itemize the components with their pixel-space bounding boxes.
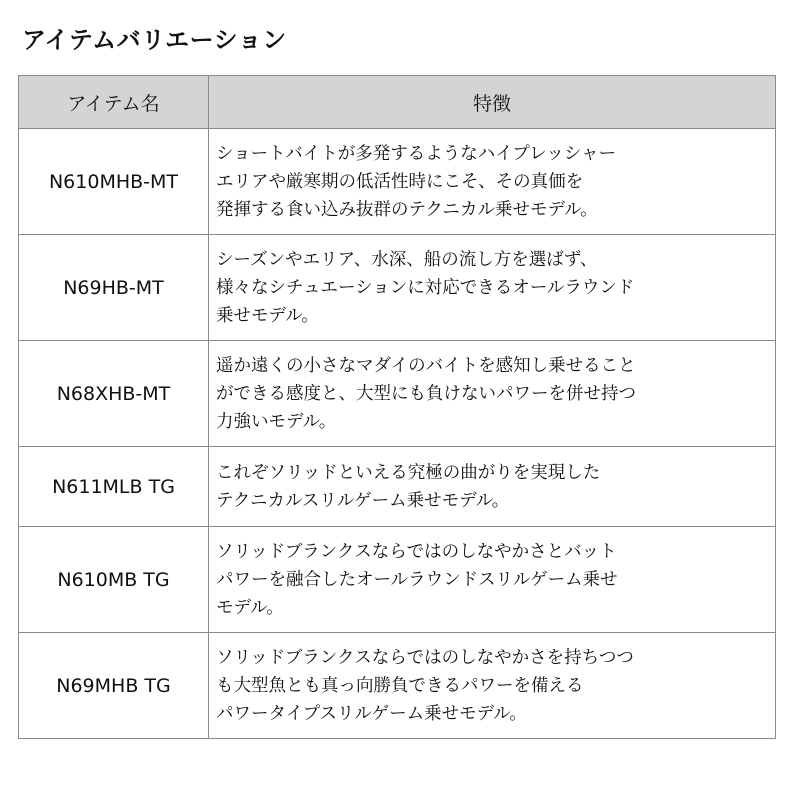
feature-line: パワータイプスリルゲーム乗せモデル。 <box>216 703 527 724</box>
feature-line: も大型魚とも真っ向勝負できるパワーを備える <box>216 675 584 696</box>
table-row <box>19 341 776 447</box>
feature-line: モデル。 <box>216 597 284 618</box>
header-item-name: アイテム名 <box>19 76 209 129</box>
table-row <box>19 633 776 739</box>
item-feature-cell <box>209 633 776 739</box>
item-name-cell: N611MLB TG <box>19 447 209 527</box>
item-variation-table <box>18 75 776 739</box>
feature-line: 力強いモデル。 <box>216 411 337 432</box>
item-feature-cell <box>209 447 776 527</box>
feature-line: これぞソリッドといえる究極の曲がりを実現した <box>216 462 601 483</box>
item-feature-cell <box>209 235 776 341</box>
item-name-cell: N69HB-MT <box>19 235 209 341</box>
feature-line: エリアや厳寒期の低活性時にこそ、その真価を <box>216 171 584 192</box>
feature-line: 様々なシチュエーションに対応できるオールラウンド <box>216 277 635 298</box>
table-header-row <box>19 76 776 129</box>
feature-line: シーズンやエリア、水深、船の流し方を選ばず、 <box>216 249 598 270</box>
item-name-cell: N610MB TG <box>19 527 209 633</box>
feature-line: ショートバイトが多発するようなハイプレッシャー <box>216 143 617 164</box>
item-name-cell: N610MHB-MT <box>19 129 209 235</box>
feature-line: ソリッドブランクスならではのしなやかさとバット <box>216 541 617 562</box>
feature-line: パワーを融合したオールラウンドスリルゲーム乗せ <box>216 569 618 590</box>
table-row <box>19 527 776 633</box>
feature-line: テクニカルスリルゲーム乗せモデル。 <box>216 490 510 511</box>
table-row <box>19 447 776 527</box>
item-name-cell: N69MHB TG <box>19 633 209 739</box>
item-name-cell: N68XHB-MT <box>19 341 209 447</box>
header-feature: 特徴 <box>209 76 776 129</box>
item-feature-cell <box>209 527 776 633</box>
feature-line: 遥か遠くの小さなマダイのバイトを感知し乗せること <box>216 355 636 376</box>
table-row <box>19 235 776 341</box>
feature-line: ソリッドブランクスならではのしなやかさを持ちつつ <box>216 647 634 668</box>
feature-line: 乗せモデル。 <box>216 305 319 326</box>
page-title: アイテムバリエーション <box>22 26 287 54</box>
feature-line: 発揮する食い込み抜群のテクニカル乗せモデル。 <box>216 199 598 220</box>
feature-line: ができる感度と、大型にも負けないパワーを併せ持つ <box>216 383 636 404</box>
item-feature-cell <box>209 341 776 447</box>
item-feature-cell <box>209 129 776 235</box>
table-row <box>19 129 776 235</box>
